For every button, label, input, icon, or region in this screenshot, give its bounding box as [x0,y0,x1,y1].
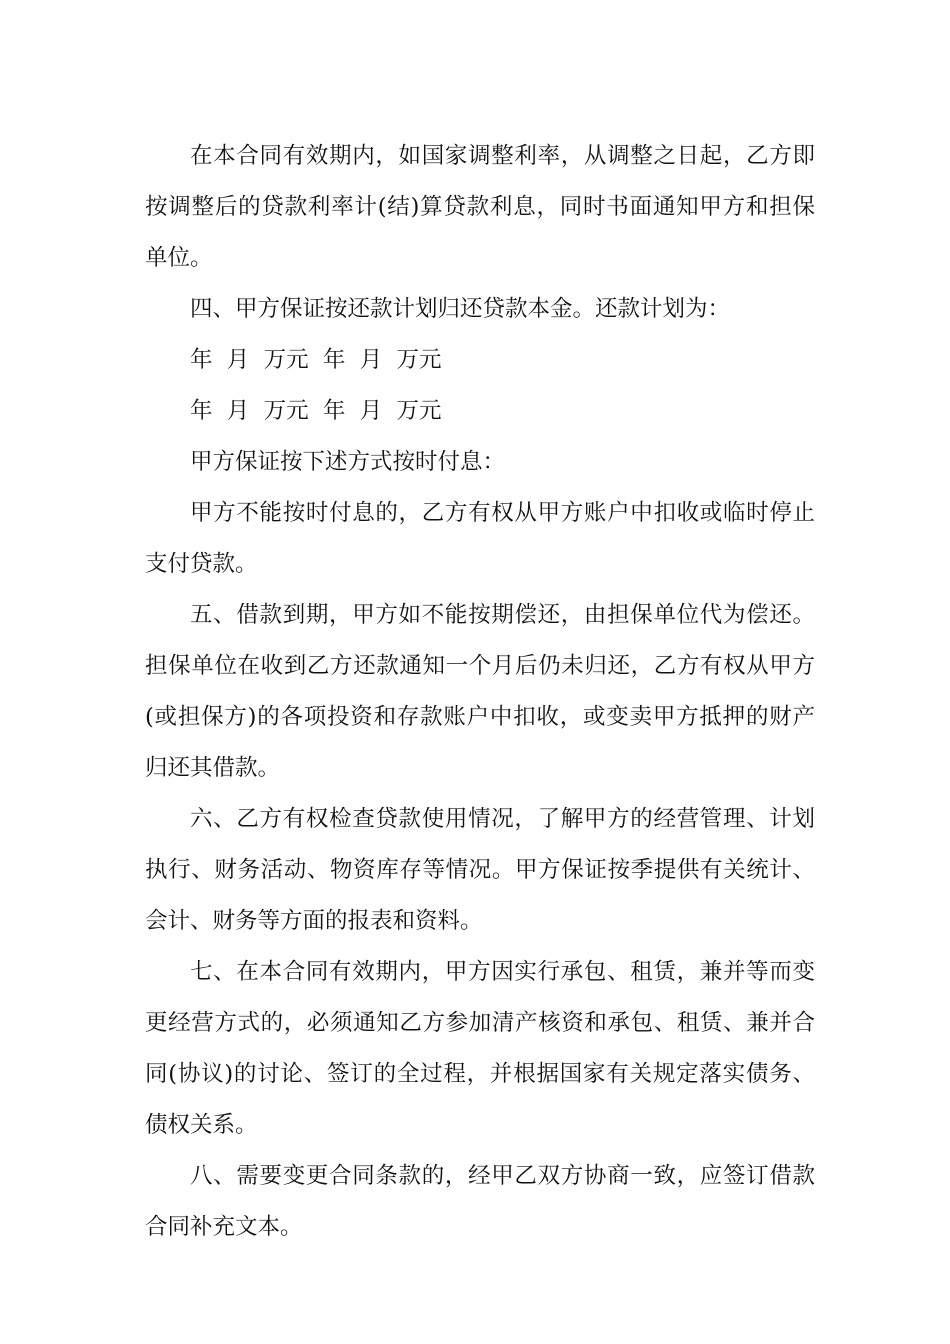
paragraph-clause-eight: 八、需要变更合同条款的，经甲乙双方协商一致，应签订借款合同补充文本。 [145,1163,815,1240]
paragraph-clause-seven: 七、在本合同有效期内，甲方因实行承包、租赁，兼并等而变更经营方式的，必须通知乙方参加清产核资和承包、租赁、兼并合同(协议)的讨论、签订的全过程，并根据国家有关规定落实债务、债权关系。 [145,959,815,1138]
paragraph-clause-five: 五、借款到期，甲方如不能按期偿还，由担保单位代为偿还。担保单位在收到乙方还款通知一个月后仍未归还，乙方有权从甲方(或担保方)的各项投资和存款账户中扣收，或变卖甲方抵押的财产归还其借款。 [145,602,815,781]
paragraph-interest-rate-adjustment: 在本合同有效期内，如国家调整利率，从调整之日起，乙方即按调整后的贷款利率计(结)算贷款利息，同时书面通知甲方和担保单位。 [145,143,815,271]
repayment-schedule-line: 年 月 万元 年 月 万元 [190,398,442,424]
paragraph-clause-six: 六、乙方有权检查贷款使用情况，了解甲方的经营管理、计划执行、财务活动、物资库存等情况。甲方保证按季提供有关统计、会计、财务等方面的报表和资料。 [145,806,815,934]
document-body [145,131,815,1253]
paragraph-clause-four: 四、甲方保证按还款计划归还贷款本金。还款计划为： [190,296,731,322]
paragraph-interest-payment-intro: 甲方保证按下述方式按时付息： [190,449,506,475]
repayment-schedule-line: 年 月 万元 年 月 万元 [190,347,442,373]
paragraph-late-interest: 甲方不能按时付息的，乙方有权从甲方账户中扣收或临时停止支付贷款。 [145,500,815,577]
